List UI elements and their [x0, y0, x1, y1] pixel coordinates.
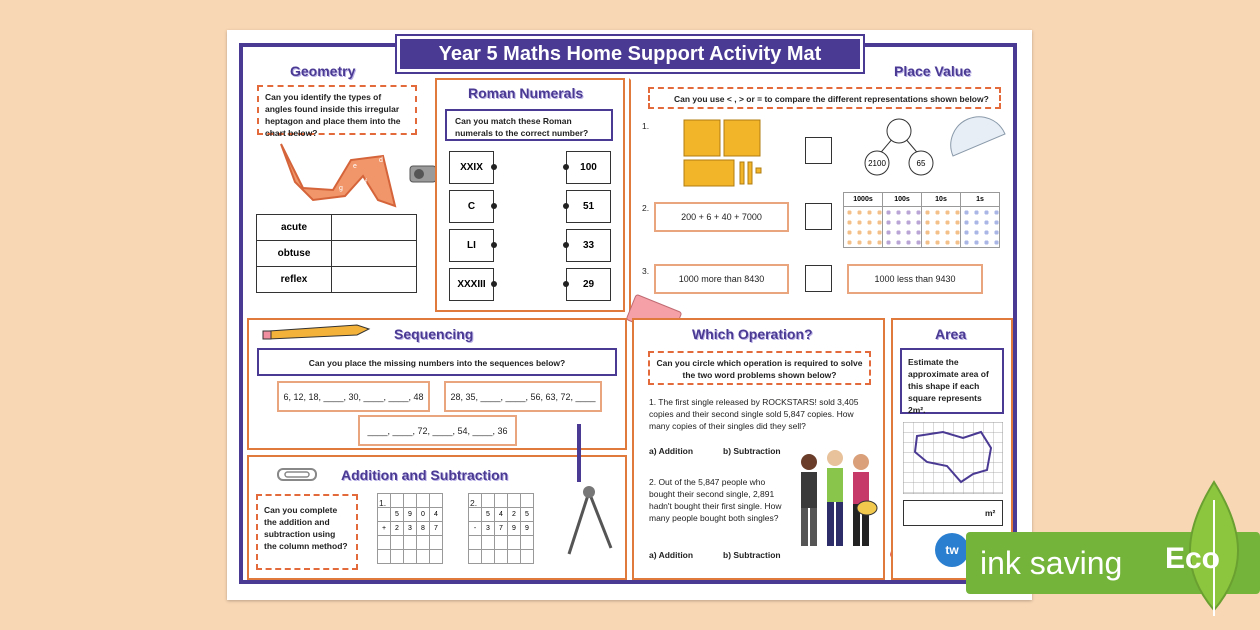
match-dot[interactable] — [563, 242, 569, 248]
col-header-100s: 100s — [883, 193, 922, 207]
grid-number-1: 1. — [379, 498, 387, 508]
match-dot[interactable] — [563, 203, 569, 209]
counters-1000s — [844, 207, 883, 248]
geometry-heading: Geometry — [290, 63, 356, 79]
match-dot[interactable] — [491, 281, 497, 287]
sequencing-heading: Sequencing — [394, 326, 474, 342]
match-dot[interactable] — [563, 281, 569, 287]
digit-cell: 2 — [508, 508, 521, 522]
compass-icon — [559, 422, 619, 562]
match-dot[interactable] — [563, 164, 569, 170]
table-row — [844, 193, 1000, 207]
place-value-question: Can you use < , > or = to compare the different representations shown below? — [648, 87, 1001, 109]
roman-numeral-c[interactable]: C — [449, 190, 494, 223]
row-number-1: 1. — [642, 121, 650, 131]
bond-part-65: 65 — [916, 159, 926, 168]
table-row — [378, 508, 443, 522]
number-29[interactable]: 29 — [566, 268, 611, 301]
operation-question: Can you circle which operation is required to solve the two word problems shown below? — [648, 351, 871, 385]
problem-2-addition[interactable]: a) Addition — [649, 550, 694, 560]
problem-1-subtraction[interactable]: b) Subtraction — [723, 446, 781, 456]
answer-cell[interactable] — [332, 215, 417, 241]
digit-cell: 5 — [521, 508, 534, 522]
compare-box-1[interactable] — [805, 137, 832, 164]
answer-cell[interactable] — [521, 536, 534, 550]
match-dot[interactable] — [491, 242, 497, 248]
roman-numeral-xxix[interactable]: XXIX — [449, 151, 494, 184]
answer-cell[interactable] — [391, 536, 404, 550]
col-header-1000s: 1000s — [844, 193, 883, 207]
digit-cell: 7 — [495, 522, 508, 536]
compare-box-3[interactable] — [805, 265, 832, 292]
table-row — [469, 536, 534, 550]
rock-band-illustration — [789, 448, 881, 554]
answer-cell[interactable] — [332, 267, 417, 293]
problem-1-addition[interactable]: a) Addition — [649, 446, 694, 456]
table-row — [844, 207, 1000, 248]
number-100[interactable]: 100 — [566, 151, 611, 184]
angle-letter-c: c — [318, 178, 322, 185]
paperclip-icon — [275, 464, 319, 484]
table-row — [257, 267, 417, 293]
protractor-icon — [949, 114, 1009, 160]
answer-cell[interactable] — [378, 536, 391, 550]
problem-2: 2. Out of the 5,847 people who bought their second single, 2,891 hadn't bought their first single. How many people bought both singles? — [649, 477, 782, 523]
col-header-1s: 1s — [961, 193, 1000, 207]
digit-cell: 4 — [430, 508, 443, 522]
table-row — [469, 494, 534, 508]
roman-question: Can you match these Roman numerals to the correct number? — [445, 109, 613, 141]
match-dot[interactable] — [491, 203, 497, 209]
roman-numeral-li[interactable]: LI — [449, 229, 494, 262]
eco-label: Eco — [1164, 542, 1220, 575]
digit-cell: 3 — [482, 522, 495, 536]
answer-cell[interactable] — [417, 536, 430, 550]
sequence-2[interactable]: 28, 35, ____, ____, 56, 63, 72, ____ — [444, 381, 602, 412]
digit-cell — [469, 508, 482, 522]
digit-cell: 5 — [391, 508, 404, 522]
place-value-chart — [843, 192, 1000, 248]
grid-number-2: 2. — [470, 498, 478, 508]
counters-10s — [922, 207, 961, 248]
heptagon-shape — [273, 138, 403, 210]
problem-2-subtraction[interactable]: b) Subtraction — [723, 550, 781, 560]
digit-cell: 9 — [521, 522, 534, 536]
answer-cell[interactable] — [332, 241, 417, 267]
table-row — [378, 522, 443, 536]
sequence-3[interactable]: ____, ____, 72, ____, 54, ____, 36 — [358, 415, 517, 446]
angle-letter-d: d — [379, 157, 383, 164]
table-row — [469, 550, 534, 564]
angle-letter-e: e — [353, 163, 357, 170]
digit-cell: 9 — [404, 508, 417, 522]
answer-cell[interactable] — [404, 536, 417, 550]
angle-letter-g: g — [339, 185, 343, 192]
roman-heading: Roman Numerals — [468, 85, 584, 101]
subtraction-grid — [468, 493, 534, 564]
sequencing-question: Can you place the missing numbers into the sequences below? — [257, 348, 617, 376]
counters-1s — [961, 207, 1000, 248]
area-unit: m² — [985, 508, 996, 518]
number-51[interactable]: 51 — [566, 190, 611, 223]
digit-cell: 8 — [417, 522, 430, 536]
table-row — [378, 536, 443, 550]
table-row — [257, 215, 417, 241]
angle-letter-a: a — [287, 147, 291, 154]
problem-1: 1. The first single released by ROCKSTARS! sold 3,405 copies and their second single sold 5,847 copies. How many copies of their singles did they sell? — [649, 397, 859, 431]
addition-grid — [377, 493, 443, 564]
addsub-question: Can you complete the addition and subtraction using the column method? — [256, 494, 358, 570]
answer-cell[interactable] — [482, 536, 495, 550]
base-ten-blocks — [682, 118, 767, 190]
activity-mat-sheet — [227, 30, 1032, 600]
col-header-10s: 10s — [922, 193, 961, 207]
answer-cell[interactable] — [495, 536, 508, 550]
number-33[interactable]: 33 — [566, 229, 611, 262]
angle-chart — [256, 214, 417, 293]
addsub-heading: Addition and Subtraction — [341, 467, 509, 483]
roman-numeral-xxxiii[interactable]: XXXIII — [449, 268, 494, 301]
table-row — [257, 241, 417, 267]
table-row — [378, 550, 443, 564]
angle-label-acute: acute — [257, 215, 332, 241]
table-row — [469, 522, 534, 536]
expression-box-3-left: 1000 more than 8430 — [654, 264, 789, 294]
mat-title: Year 5 Maths Home Support Activity Mat — [397, 36, 863, 72]
digit-cell: + — [378, 522, 391, 536]
twinkl-logo: tw — [935, 533, 969, 567]
match-dot[interactable] — [491, 164, 497, 170]
answer-cell[interactable] — [469, 536, 482, 550]
area-question: Estimate the approximate area of this shape if each square represents 2m². — [900, 348, 1004, 414]
bond-part-2100: 2100 — [868, 159, 886, 168]
counters-100s — [883, 207, 922, 248]
digit-cell: - — [469, 522, 482, 536]
place-value-heading: Place Value — [894, 63, 972, 79]
operation-heading: Which Operation? — [692, 326, 813, 342]
table-row — [378, 494, 443, 508]
ink-saving-label: ink saving — [980, 544, 1123, 581]
digit-cell: 2 — [391, 522, 404, 536]
area-grid — [903, 422, 1003, 494]
digit-cell: 3 — [404, 522, 417, 536]
table-row — [469, 508, 534, 522]
geometry-question: Can you identify the types of angles found inside this irregular heptagon and place them into the chart below? — [257, 85, 417, 135]
angle-letter-b: b — [297, 167, 301, 174]
expression-box-3-right: 1000 less than 9430 — [847, 264, 983, 294]
answer-cell[interactable] — [430, 536, 443, 550]
digit-cell — [378, 508, 391, 522]
compare-box-2[interactable] — [805, 203, 832, 230]
angle-label-obtuse: obtuse — [257, 241, 332, 267]
answer-cell[interactable] — [508, 536, 521, 550]
digit-cell: 9 — [508, 522, 521, 536]
angle-label-reflex: reflex — [257, 267, 332, 293]
digit-cell: 4 — [495, 508, 508, 522]
digit-cell: 7 — [430, 522, 443, 536]
angle-letter-f: f — [365, 179, 367, 186]
ink-saving-badge — [966, 532, 1260, 594]
area-heading: Area — [935, 326, 967, 342]
pencil-icon — [261, 323, 373, 343]
digit-cell: 5 — [482, 508, 495, 522]
part-whole-model — [859, 117, 939, 179]
row-number-3: 3. — [642, 266, 650, 276]
digit-cell: 0 — [417, 508, 430, 522]
row-number-2: 2. — [642, 203, 650, 213]
sequence-1[interactable]: 6, 12, 18, ____, 30, ____, ____, 48 — [277, 381, 430, 412]
expression-box-2: 200 + 6 + 40 + 7000 — [654, 202, 789, 232]
